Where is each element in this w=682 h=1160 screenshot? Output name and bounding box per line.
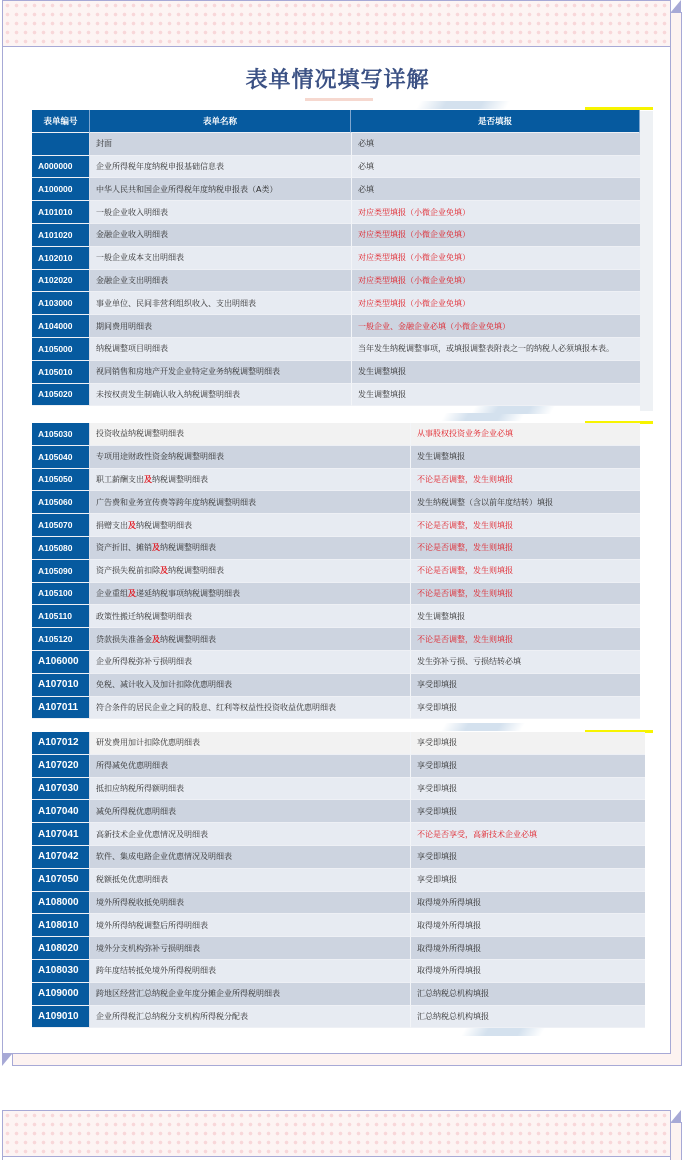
fill-requirement: 享受即填报: [410, 869, 645, 892]
fill-requirement: 享受即填报: [410, 778, 645, 801]
table-row: [32, 446, 640, 469]
form-name-highlight: 及: [160, 566, 168, 576]
form-code: A107040: [32, 800, 90, 823]
form-name: 减免所得税优惠明细表: [90, 800, 410, 823]
fill-requirement: 不论是否调整，发生则填报: [410, 469, 640, 492]
form-code: A105030: [32, 423, 90, 446]
fill-requirement: 取得境外所得填报: [410, 960, 645, 983]
form-name: [90, 697, 410, 720]
fill-requirement: 对应类型填报（小微企业免填）: [351, 292, 640, 315]
fill-requirement: 对应类型填报（小微企业免填）: [351, 224, 640, 247]
table-row: [32, 983, 645, 1006]
form-name-text: 符合条件的居民企业之间的股息、红利等权益性投资收益优惠明细表: [96, 702, 336, 712]
form-name-text: 贷款损失准备金: [96, 634, 152, 644]
table-row: [32, 628, 640, 651]
form-name: 所得减免优惠明细表: [90, 755, 410, 778]
form-code: A105000: [32, 338, 90, 361]
decor-stripe: [461, 1028, 546, 1036]
table-header-row: [32, 110, 640, 133]
form-code: A108030: [32, 960, 90, 983]
fill-requirement: 当年发生纳税调整事项，或填报调整表附表之一的纳税人必须填报本表。: [351, 338, 640, 361]
table-row: [32, 423, 640, 446]
form-code: A100000: [32, 178, 90, 201]
form-name-text: 纳税调整明细表: [168, 566, 224, 576]
table-row: [32, 491, 640, 514]
fill-requirement: 不论是否调整，发生则填报: [410, 514, 640, 537]
forms-table-section-2: [32, 423, 640, 719]
form-code: A108010: [32, 914, 90, 937]
page-fold-corner: [671, 1110, 681, 1122]
table-row: [32, 755, 645, 778]
form-name: 金融企业支出明细表: [90, 270, 351, 293]
form-name: 企业所得税年度纳税申报基础信息表: [90, 156, 351, 179]
form-name: 高新技术企业优惠情况及明细表: [90, 823, 410, 846]
table-row: [32, 537, 640, 560]
form-code: [32, 133, 90, 156]
table-row: [32, 697, 640, 720]
forms-table: [32, 110, 640, 406]
form-name: [90, 446, 410, 469]
table-row: [32, 133, 640, 156]
forms-table-section-3: [32, 732, 645, 1028]
form-code: A000000: [32, 156, 90, 179]
header-name: 表单名称: [90, 110, 351, 133]
table-row: [32, 292, 640, 315]
table-row: [32, 583, 640, 606]
form-name-text: 政策性搬迁纳税调整明细表: [96, 611, 192, 621]
table-row: [32, 800, 645, 823]
page-fold-corner: [671, 0, 681, 12]
form-name: 一般企业收入明细表: [90, 201, 351, 224]
form-name-highlight: 及: [152, 543, 160, 553]
table-row: [32, 778, 645, 801]
form-name: 封面: [90, 133, 351, 156]
table-row: [32, 514, 640, 537]
decor-stripe: [416, 101, 511, 109]
table-row: [32, 201, 640, 224]
form-name-text: 专项用途财政性资金纳税调整明细表: [96, 452, 224, 462]
form-name: 境外所得税收抵免明细表: [90, 892, 410, 915]
form-name: [90, 605, 410, 628]
form-name-highlight: 及: [128, 520, 136, 530]
table-row: [32, 651, 640, 674]
form-code: A107042: [32, 846, 90, 869]
form-code: A103000: [32, 292, 90, 315]
form-code: A106000: [32, 651, 90, 674]
form-name-text: 资产折旧、摊销: [96, 543, 152, 553]
table-row: [32, 560, 640, 583]
form-name: 企业所得税汇总纳税分支机构所得税分配表: [90, 1006, 410, 1029]
header-code: 表单编号: [32, 110, 90, 133]
form-code: A105080: [32, 537, 90, 560]
fill-requirement: 享受即填报: [410, 755, 645, 778]
table-row: [32, 156, 640, 179]
form-code: A105010: [32, 361, 90, 384]
form-name: 金融企业收入明细表: [90, 224, 351, 247]
dotted-banner: [3, 1111, 670, 1157]
forms-table: [32, 423, 640, 719]
form-code: A101010: [32, 201, 90, 224]
fill-requirement: 取得境外所得填报: [410, 892, 645, 915]
table-row: [32, 361, 640, 384]
table-row: [32, 937, 645, 960]
form-name-text: 递延纳税事项纳税调整明细表: [136, 588, 240, 598]
form-code: A107010: [32, 674, 90, 697]
table-row: [32, 892, 645, 915]
form-name-highlight: 及: [152, 634, 160, 644]
form-name-text: 企业重组: [96, 588, 128, 598]
form-name: [90, 560, 410, 583]
table-row: [32, 178, 640, 201]
table-row: [32, 846, 645, 869]
form-name: [90, 514, 410, 537]
form-name: 研发费用加计扣除优惠明细表: [90, 732, 410, 755]
fill-requirement: 汇总纳税总机构填报: [410, 983, 645, 1006]
form-name-text: 资产损失税前扣除: [96, 566, 160, 576]
form-name: [90, 537, 410, 560]
form-code: A107011: [32, 697, 90, 720]
table-row: [32, 270, 640, 293]
fill-requirement: 必填: [351, 133, 640, 156]
fill-requirement: 不论是否调整，发生则填报: [410, 560, 640, 583]
fill-requirement: 不论是否调整，发生则填报: [410, 537, 640, 560]
form-name-text: 纳税调整明细表: [160, 543, 216, 553]
page-title: 表单情况填写详解: [245, 68, 430, 93]
fill-requirement: 取得境外所得填报: [410, 914, 645, 937]
form-name-text: 纳税调整明细表: [136, 520, 192, 530]
form-name: 软件、集成电路企业优惠情况及明细表: [90, 846, 410, 869]
form-name: 抵扣应纳税所得额明细表: [90, 778, 410, 801]
form-code: A105070: [32, 514, 90, 537]
fill-requirement: 对应类型填报（小微企业免填）: [351, 270, 640, 293]
form-name-text: 广告费和业务宣传费等跨年度纳税调整明细表: [96, 497, 256, 507]
form-code: A105100: [32, 583, 90, 606]
form-code: A109010: [32, 1006, 90, 1029]
form-code: A107020: [32, 755, 90, 778]
form-name: [90, 628, 410, 651]
form-name-text: 捐赠支出: [96, 520, 128, 530]
fill-requirement: 从事股权投资业务企业必填: [410, 423, 640, 446]
form-name: 纳税调整项目明细表: [90, 338, 351, 361]
fill-requirement: 发生调整填报: [351, 384, 640, 407]
form-name: 跨地区经营汇总纳税企业年度分摊企业所得税明细表: [90, 983, 410, 1006]
fill-requirement: 享受即填报: [410, 697, 640, 720]
table-row: [32, 914, 645, 937]
form-name: 税额抵免优惠明细表: [90, 869, 410, 892]
form-name: 事业单位、民间非营利组织收入、支出明细表: [90, 292, 351, 315]
forms-table: [32, 732, 645, 1028]
table-row: [32, 315, 640, 338]
table-row: [32, 1006, 645, 1029]
form-name: [90, 674, 410, 697]
form-name-text: 免税、减计收入及加计扣除优惠明细表: [96, 680, 232, 690]
fill-requirement: 发生调整填报: [351, 361, 640, 384]
fill-requirement: 发生调整填报: [410, 605, 640, 628]
page-fold-corner: [2, 1054, 12, 1066]
table-row: [32, 605, 640, 628]
form-name: [90, 491, 410, 514]
fill-requirement: 享受即填报: [410, 732, 645, 755]
table-row: [32, 732, 645, 755]
fill-requirement: 不论是否调整，发生则填报: [410, 628, 640, 651]
form-code: A105110: [32, 605, 90, 628]
form-code: A108000: [32, 892, 90, 915]
content-card: [2, 0, 671, 1054]
form-name: 跨年度结转抵免境外所得税明细表: [90, 960, 410, 983]
forms-table-section-1: [32, 110, 640, 406]
form-code: A105050: [32, 469, 90, 492]
fill-requirement: 必填: [351, 178, 640, 201]
form-code: A109000: [32, 983, 90, 1006]
form-code: A108020: [32, 937, 90, 960]
fill-requirement: 汇总纳税总机构填报: [410, 1006, 645, 1029]
form-name: 视同销售和房地产开发企业特定业务纳税调整明细表: [90, 361, 351, 384]
form-code: A102020: [32, 270, 90, 293]
form-name-text: 纳税调整明细表: [152, 474, 208, 484]
form-name: 期间费用明细表: [90, 315, 351, 338]
form-code: A101020: [32, 224, 90, 247]
form-code: A102010: [32, 247, 90, 270]
fill-requirement: 对应类型填报（小微企业免填）: [351, 247, 640, 270]
form-code: A107012: [32, 732, 90, 755]
fill-requirement: 发生弥补亏损、亏损结转必填: [410, 651, 640, 674]
form-code: A105040: [32, 446, 90, 469]
form-name: 未按权责发生制确认收入纳税调整明细表: [90, 384, 351, 407]
decor-panel: [640, 111, 653, 411]
table-row: [32, 469, 640, 492]
fill-requirement: 不论是否享受，高新技术企业必填: [410, 823, 645, 846]
fill-requirement: 发生纳税调整（含以前年度结转）填报: [410, 491, 640, 514]
form-name-highlight: 及: [144, 474, 152, 484]
fill-requirement: 享受即填报: [410, 846, 645, 869]
form-name-highlight: 及: [128, 588, 136, 598]
table-row: [32, 224, 640, 247]
dotted-banner: [3, 1, 670, 47]
decor-stripe: [441, 723, 526, 731]
table-row: [32, 960, 645, 983]
form-code: A107030: [32, 778, 90, 801]
fill-requirement: 不论是否调整，发生则填报: [410, 583, 640, 606]
table-row: [32, 674, 640, 697]
table-row: [32, 869, 645, 892]
fill-requirement: 必填: [351, 156, 640, 179]
table-row: [32, 247, 640, 270]
decor-stripe: [441, 413, 526, 421]
form-name-text: 职工薪酬支出: [96, 474, 144, 484]
table-row: [32, 338, 640, 361]
form-code: A105060: [32, 491, 90, 514]
form-name: 中华人民共和国企业所得税年度纳税申报表（A类）: [90, 178, 351, 201]
form-name: [90, 583, 410, 606]
form-name: [90, 651, 410, 674]
fill-requirement: 享受即填报: [410, 800, 645, 823]
fill-requirement: 享受即填报: [410, 674, 640, 697]
fill-requirement: 发生调整填报: [410, 446, 640, 469]
form-code: A105120: [32, 628, 90, 651]
table-row: [32, 823, 645, 846]
header-fill: 是否填报: [351, 110, 640, 133]
form-code: A104000: [32, 315, 90, 338]
fill-requirement: 一般企业、金融企业必填（小微企业免填）: [351, 315, 640, 338]
title-underline: [305, 98, 373, 101]
form-name: [90, 423, 410, 446]
form-name-text: 企业所得税弥补亏损明细表: [96, 657, 192, 667]
form-code: A107041: [32, 823, 90, 846]
form-code: A105090: [32, 560, 90, 583]
form-name: 境外所得纳税调整后所得明细表: [90, 914, 410, 937]
form-name-text: 纳税调整明细表: [160, 634, 216, 644]
fill-requirement: 取得境外所得填报: [410, 937, 645, 960]
form-name: 一般企业成本支出明细表: [90, 247, 351, 270]
form-name: 境外分支机构弥补亏损明细表: [90, 937, 410, 960]
fill-requirement: 对应类型填报（小微企业免填）: [351, 201, 640, 224]
form-name: [90, 469, 410, 492]
form-code: A105020: [32, 384, 90, 407]
table-row: [32, 384, 640, 407]
next-content-card: [2, 1110, 671, 1160]
form-name-text: 投资收益纳税调整明细表: [96, 429, 184, 439]
form-code: A107050: [32, 869, 90, 892]
